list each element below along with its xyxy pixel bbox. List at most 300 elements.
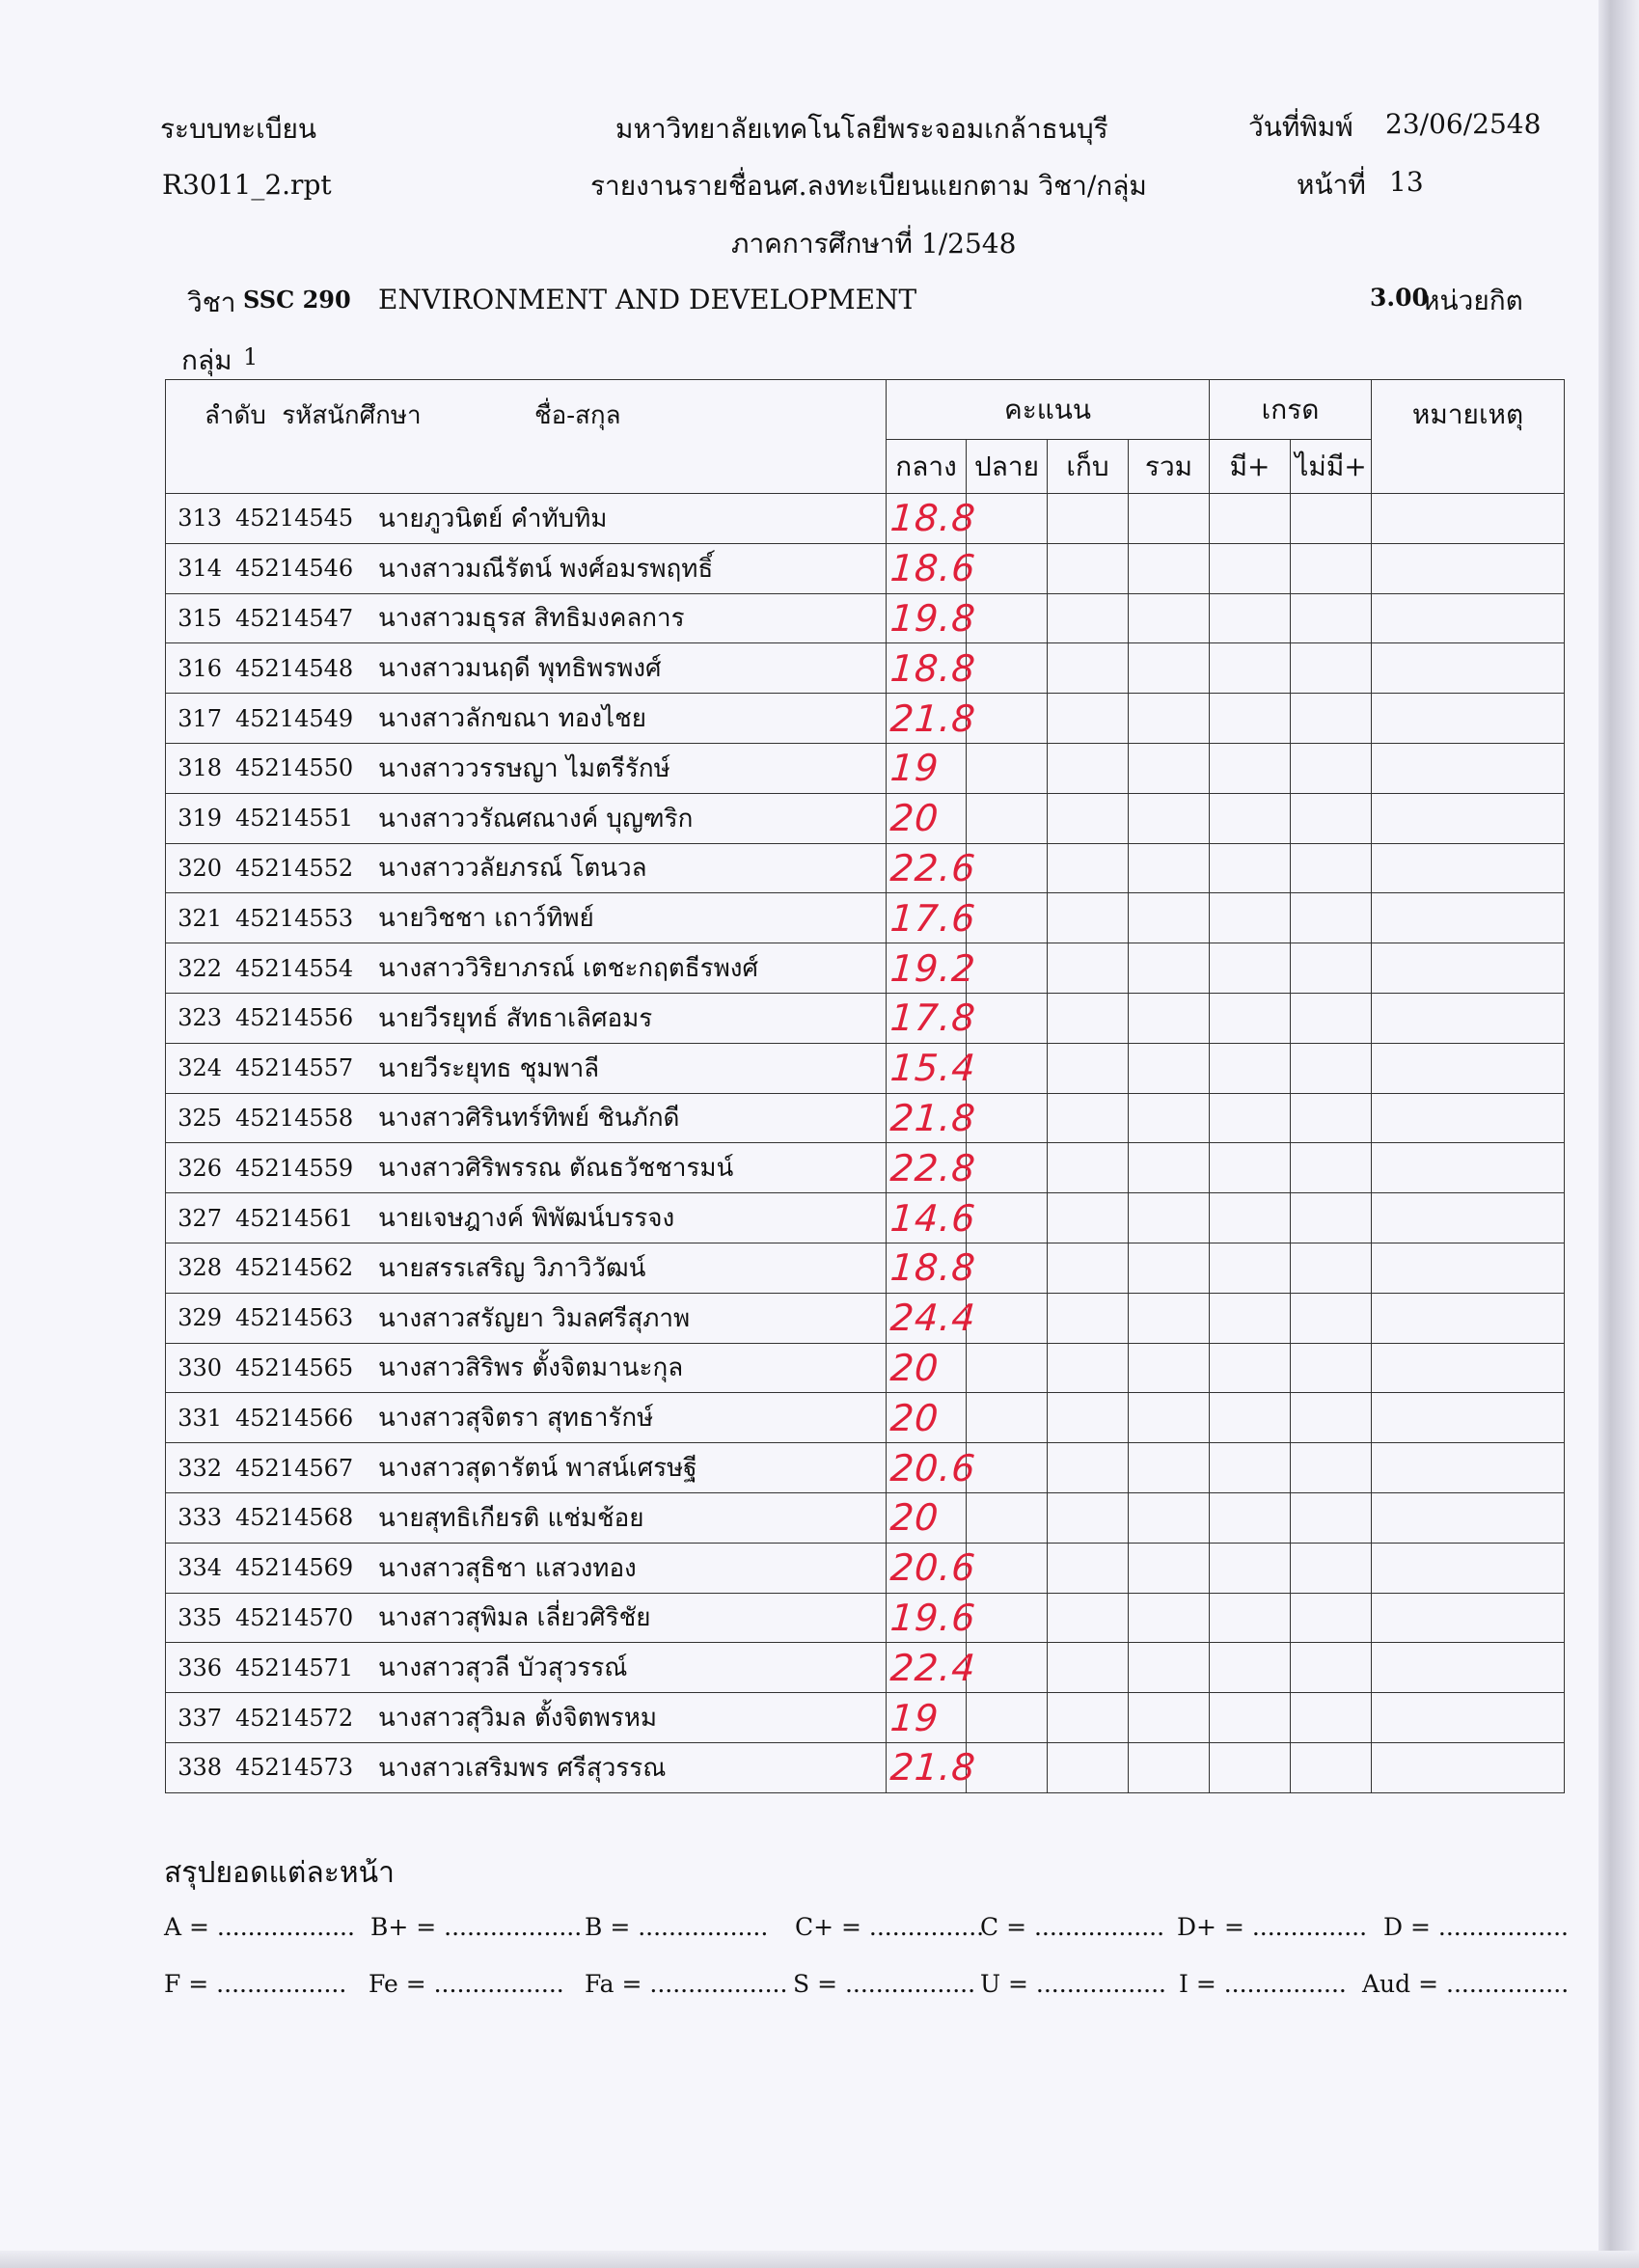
course-code: SSC 290	[243, 286, 351, 314]
row-student-id: 45214553	[235, 904, 354, 932]
grade-plus-cell[interactable]	[1210, 1443, 1291, 1493]
grade-noplus-cell[interactable]	[1291, 543, 1372, 593]
row-student-name: นางสาวมณีรัตน์ พงศ์อมรพฤทธิ์	[378, 554, 714, 584]
score-total-cell[interactable]	[1129, 1393, 1210, 1443]
score-collect-cell[interactable]	[1048, 593, 1129, 643]
student-cell	[166, 893, 887, 943]
row-student-name: นางสาววรรษญา ไมตรีรักษ์	[378, 753, 670, 783]
row-seq: 327	[178, 1204, 222, 1232]
summary-grade-field[interactable]: A = ..................	[164, 1913, 355, 1941]
score-final-cell[interactable]	[967, 993, 1048, 1043]
score-collect-cell[interactable]	[1048, 1643, 1129, 1693]
score-header: คะแนน	[887, 380, 1210, 440]
score-mid-cell[interactable]	[887, 593, 978, 643]
score-total-cell[interactable]	[1129, 1693, 1210, 1743]
score-collect-cell[interactable]	[1048, 1243, 1129, 1293]
row-student-id: 45214566	[235, 1404, 354, 1432]
note-cell[interactable]	[1372, 1343, 1565, 1393]
score-mid-header: กลาง	[887, 440, 967, 494]
score-final-cell[interactable]	[967, 1143, 1048, 1193]
grade-noplus-cell[interactable]	[1291, 1343, 1372, 1393]
score-final-cell[interactable]	[967, 643, 1048, 694]
table-row	[166, 1443, 1565, 1493]
grade-plus-cell[interactable]	[1210, 1693, 1291, 1743]
score-final-cell[interactable]	[967, 743, 1048, 793]
score-collect-cell[interactable]	[1048, 943, 1129, 994]
score-final-cell[interactable]	[967, 1243, 1048, 1293]
student-cell	[166, 1443, 887, 1493]
note-cell[interactable]	[1372, 1393, 1565, 1443]
row-student-name: นายสรรเสริญ วิภาวิวัฒน์	[378, 1253, 646, 1283]
grade-plus-cell[interactable]	[1210, 1593, 1291, 1643]
row-student-name: นายวีระยุทธ ชุมพาลี	[378, 1053, 600, 1083]
row-student-id: 45214559	[235, 1154, 354, 1182]
score-final-cell[interactable]	[967, 1293, 1048, 1343]
grade-plus-cell[interactable]	[1210, 1093, 1291, 1143]
system-label: ระบบทะเบียน	[160, 113, 317, 145]
handwritten-mid-score: 20	[888, 1496, 941, 1540]
row-student-name: นางสาวสุวลี บัวสุวรรณ์	[378, 1653, 628, 1683]
handwritten-mid-score: 21.8	[888, 1746, 978, 1790]
note-cell[interactable]	[1372, 1243, 1565, 1293]
note-cell[interactable]	[1372, 1043, 1565, 1093]
handwritten-mid-score: 17.6	[888, 896, 978, 940]
score-mid-cell[interactable]	[887, 1393, 967, 1443]
handwritten-mid-score: 18.8	[888, 646, 978, 690]
summary-grade-field[interactable]: I = ................	[1179, 1970, 1347, 1998]
note-cell[interactable]	[1372, 643, 1565, 694]
grade-plus-cell[interactable]	[1210, 494, 1291, 544]
score-mid-cell[interactable]	[887, 1693, 967, 1743]
note-cell[interactable]	[1372, 893, 1565, 943]
note-cell[interactable]	[1372, 1443, 1565, 1493]
grade-plus-cell[interactable]	[1210, 993, 1291, 1043]
score-final-cell[interactable]	[967, 893, 1048, 943]
score-mid-cell[interactable]	[887, 494, 978, 544]
student-cell	[166, 694, 887, 744]
score-collect-cell[interactable]	[1048, 494, 1129, 544]
score-final-cell[interactable]	[967, 1343, 1048, 1393]
row-seq: 332	[178, 1454, 222, 1482]
score-collect-cell[interactable]	[1048, 1043, 1129, 1093]
grade-plus-cell[interactable]	[1210, 1193, 1291, 1243]
row-student-id: 45214556	[235, 1004, 354, 1032]
score-total-cell[interactable]	[1129, 1243, 1210, 1293]
score-collect-cell[interactable]	[1048, 1293, 1129, 1343]
score-mid-cell[interactable]	[887, 1593, 978, 1643]
table-row	[166, 593, 1565, 643]
grade-noplus-cell[interactable]	[1291, 643, 1372, 694]
score-collect-cell[interactable]	[1048, 793, 1129, 843]
score-total-cell[interactable]	[1129, 1593, 1210, 1643]
score-final-cell[interactable]	[967, 843, 1048, 893]
score-total-cell[interactable]	[1129, 993, 1210, 1043]
score-mid-cell[interactable]	[887, 1293, 978, 1343]
row-student-name: นายวิชชา เถาว์ทิพย์	[378, 904, 594, 934]
score-total-cell[interactable]	[1129, 893, 1210, 943]
row-student-id: 45214561	[235, 1204, 354, 1232]
summary-title: สรุปยอดแต่ละหน้า	[164, 1856, 395, 1890]
score-final-cell[interactable]	[967, 593, 1048, 643]
student-cell	[166, 743, 887, 793]
score-final-cell[interactable]	[967, 1492, 1048, 1543]
note-cell[interactable]	[1372, 694, 1565, 744]
report-title: รายงานรายชื่อนศ.ลงทะเบียนแยกตาม วิชา/กลุ่ม	[590, 170, 1147, 202]
grade-noplus-cell[interactable]	[1291, 1543, 1372, 1593]
score-mid-cell[interactable]	[887, 1193, 978, 1243]
grade-noplus-cell[interactable]	[1291, 494, 1372, 544]
table-row	[166, 843, 1565, 893]
score-final-cell[interactable]	[967, 793, 1048, 843]
student-cell	[166, 1742, 887, 1792]
note-cell[interactable]	[1372, 1492, 1565, 1543]
score-collect-cell[interactable]	[1048, 1492, 1129, 1543]
score-collect-cell[interactable]	[1048, 1343, 1129, 1393]
group-number: 1	[243, 343, 259, 370]
student-cell	[166, 993, 887, 1043]
score-total-cell[interactable]	[1129, 593, 1210, 643]
row-student-id: 45214567	[235, 1454, 354, 1482]
row-seq: 313	[178, 505, 222, 533]
row-student-name: นางสาวลักขณา ทองไชย	[378, 704, 646, 734]
row-student-name: นางสาวมธุรส สิทธิมงคลการ	[378, 604, 685, 634]
grade-plus-cell[interactable]	[1210, 1543, 1291, 1593]
score-total-cell[interactable]	[1129, 943, 1210, 994]
handwritten-mid-score: 18.8	[888, 1246, 978, 1290]
score-collect-header: เก็บ	[1048, 440, 1129, 494]
score-final-cell[interactable]	[967, 694, 1048, 744]
score-final-cell[interactable]	[967, 1693, 1048, 1743]
summary-grade-field[interactable]: Aud = ................	[1362, 1970, 1570, 1998]
grade-noplus-cell[interactable]	[1291, 1243, 1372, 1293]
grade-plus-cell[interactable]	[1210, 1293, 1291, 1343]
grade-noplus-cell[interactable]	[1291, 694, 1372, 744]
table-row	[166, 943, 1565, 994]
grade-plus-cell[interactable]	[1210, 593, 1291, 643]
note-cell[interactable]	[1372, 1193, 1565, 1243]
student-cell	[166, 1543, 887, 1593]
score-total-cell[interactable]	[1129, 1643, 1210, 1693]
row-seq: 317	[178, 704, 222, 732]
table-row	[166, 1742, 1565, 1792]
grade-noplus-cell[interactable]	[1291, 1693, 1372, 1743]
score-collect-cell[interactable]	[1048, 543, 1129, 593]
grade-plus-cell[interactable]	[1210, 1643, 1291, 1693]
table-row	[166, 1243, 1565, 1293]
score-mid-cell[interactable]	[887, 943, 978, 994]
note-cell[interactable]	[1372, 1593, 1565, 1643]
score-final-cell[interactable]	[967, 1543, 1048, 1593]
grade-noplus-cell[interactable]	[1291, 1043, 1372, 1093]
score-final-cell[interactable]	[967, 1593, 1048, 1643]
handwritten-mid-score: 20	[888, 1346, 941, 1389]
grade-noplus-cell[interactable]	[1291, 1492, 1372, 1543]
score-collect-cell[interactable]	[1048, 1093, 1129, 1143]
grade-plus-cell[interactable]	[1210, 543, 1291, 593]
handwritten-mid-score: 18.8	[888, 497, 978, 540]
row-seq: 334	[178, 1554, 222, 1582]
score-mid-cell[interactable]	[887, 993, 978, 1043]
score-total-cell[interactable]	[1129, 1293, 1210, 1343]
score-total-cell[interactable]	[1129, 793, 1210, 843]
row-student-name: นางสาวสุพิมล เลี่ยวศิริชัย	[378, 1603, 651, 1633]
row-student-id: 45214548	[235, 654, 354, 682]
score-total-cell[interactable]	[1129, 1043, 1210, 1093]
grade-noplus-cell[interactable]	[1291, 1193, 1372, 1243]
score-total-cell[interactable]	[1129, 1093, 1210, 1143]
student-cell	[166, 1193, 887, 1243]
score-mid-cell[interactable]	[887, 1243, 978, 1293]
note-cell[interactable]	[1372, 993, 1565, 1043]
summary-grade-field[interactable]: D+ = ...............	[1177, 1913, 1368, 1941]
score-final-cell[interactable]	[967, 543, 1048, 593]
row-seq: 325	[178, 1104, 222, 1132]
score-final-cell[interactable]	[967, 943, 1048, 994]
paper-edge-bottom	[0, 2251, 1639, 2268]
student-cell	[166, 643, 887, 694]
score-mid-cell[interactable]	[887, 1742, 978, 1792]
row-student-id: 45214549	[235, 704, 354, 732]
note-cell[interactable]	[1372, 593, 1565, 643]
score-mid-cell[interactable]	[887, 1143, 978, 1193]
score-mid-cell[interactable]	[887, 1543, 978, 1593]
grade-noplus-cell[interactable]	[1291, 1742, 1372, 1792]
grade-noplus-cell[interactable]	[1291, 993, 1372, 1043]
summary-grade-field[interactable]: B+ = ..................	[370, 1913, 583, 1941]
row-seq: 333	[178, 1504, 222, 1532]
score-total-cell[interactable]	[1129, 1742, 1210, 1792]
row-student-name: นางสาวสิริพร ตั้งจิตมานะกุล	[378, 1353, 684, 1383]
grade-noplus-cell[interactable]	[1291, 1643, 1372, 1693]
summary-grade-field[interactable]: C = .................	[980, 1913, 1165, 1941]
grade-plus-cell[interactable]	[1210, 1492, 1291, 1543]
grade-plus-cell[interactable]	[1210, 1143, 1291, 1193]
note-cell[interactable]	[1372, 843, 1565, 893]
score-mid-cell[interactable]	[887, 843, 978, 893]
score-collect-cell[interactable]	[1048, 993, 1129, 1043]
row-seq: 316	[178, 654, 222, 682]
row-seq: 314	[178, 555, 222, 583]
row-seq: 329	[178, 1304, 222, 1332]
note-cell[interactable]	[1372, 1693, 1565, 1743]
score-collect-cell[interactable]	[1048, 643, 1129, 694]
score-total-cell[interactable]	[1129, 1492, 1210, 1543]
score-mid-cell[interactable]	[887, 1343, 967, 1393]
score-total-cell[interactable]	[1129, 1143, 1210, 1193]
grade-noplus-cell[interactable]	[1291, 593, 1372, 643]
handwritten-mid-score: 17.8	[888, 997, 978, 1040]
grade-plus-cell[interactable]	[1210, 893, 1291, 943]
grade-plus-cell[interactable]	[1210, 1742, 1291, 1792]
grade-noplus-cell[interactable]	[1291, 1093, 1372, 1143]
row-student-name: นายภูวนิตย์ คำทับทิม	[378, 504, 608, 533]
grade-noplus-cell[interactable]	[1291, 1393, 1372, 1443]
note-cell[interactable]	[1372, 1093, 1565, 1143]
paper-edge-right	[1598, 0, 1639, 2268]
score-collect-cell[interactable]	[1048, 1742, 1129, 1792]
page-number: 13	[1389, 166, 1424, 198]
grade-plus-cell[interactable]	[1210, 743, 1291, 793]
handwritten-mid-score: 20	[888, 797, 941, 840]
score-mid-cell[interactable]	[887, 1043, 978, 1093]
score-total-cell[interactable]	[1129, 1343, 1210, 1393]
row-seq: 337	[178, 1704, 222, 1732]
note-cell[interactable]	[1372, 743, 1565, 793]
grade-noplus-cell[interactable]	[1291, 843, 1372, 893]
score-final-cell[interactable]	[967, 1643, 1048, 1693]
score-collect-cell[interactable]	[1048, 1193, 1129, 1243]
score-collect-cell[interactable]	[1048, 1693, 1129, 1743]
summary-grade-field[interactable]: C+ = ...............	[795, 1913, 985, 1941]
score-mid-cell[interactable]	[887, 1093, 978, 1143]
score-total-cell[interactable]	[1129, 1443, 1210, 1493]
note-cell[interactable]	[1372, 1293, 1565, 1343]
score-mid-cell[interactable]	[887, 893, 978, 943]
grade-noplus-cell[interactable]	[1291, 793, 1372, 843]
student-cell	[166, 943, 887, 994]
score-total-cell[interactable]	[1129, 543, 1210, 593]
score-total-cell[interactable]	[1129, 743, 1210, 793]
grade-plus-cell[interactable]	[1210, 694, 1291, 744]
row-seq: 331	[178, 1404, 222, 1432]
handwritten-mid-score: 20	[888, 1396, 941, 1439]
score-collect-cell[interactable]	[1048, 893, 1129, 943]
score-total-cell[interactable]	[1129, 843, 1210, 893]
row-student-id: 45214547	[235, 604, 354, 632]
grade-noplus-cell[interactable]	[1291, 1293, 1372, 1343]
grade-plus-cell[interactable]	[1210, 793, 1291, 843]
handwritten-mid-score: 19	[888, 1696, 941, 1739]
note-cell[interactable]	[1372, 1543, 1565, 1593]
handwritten-mid-score: 21.8	[888, 1096, 978, 1139]
grade-plus-cell[interactable]	[1210, 1243, 1291, 1293]
table-row	[166, 1693, 1565, 1743]
score-mid-cell[interactable]	[887, 543, 978, 593]
grade-plus-cell[interactable]	[1210, 843, 1291, 893]
score-mid-cell[interactable]	[887, 1492, 967, 1543]
score-collect-cell[interactable]	[1048, 843, 1129, 893]
score-mid-cell[interactable]	[887, 694, 978, 744]
row-student-id: 45214568	[235, 1504, 354, 1532]
row-seq: 324	[178, 1054, 222, 1082]
summary-grade-field[interactable]: F = .................	[164, 1970, 347, 1998]
summary-grade-field[interactable]: S = .................	[793, 1970, 976, 1998]
table-row	[166, 1293, 1565, 1343]
row-student-id: 45214546	[235, 555, 354, 583]
score-mid-cell[interactable]	[887, 793, 967, 843]
grade-plus-cell[interactable]	[1210, 1343, 1291, 1393]
score-final-cell[interactable]	[967, 1093, 1048, 1143]
grade-noplus-cell[interactable]	[1291, 743, 1372, 793]
grade-noplus-cell[interactable]	[1291, 943, 1372, 994]
page-label: หน้าที่	[1297, 169, 1366, 201]
table-row	[166, 1043, 1565, 1093]
score-collect-cell[interactable]	[1048, 694, 1129, 744]
handwritten-mid-score: 19	[888, 747, 941, 790]
university-name: มหาวิทยาลัยเทคโนโลยีพระจอมเกล้าธนบุรี	[615, 113, 1108, 145]
row-seq: 315	[178, 604, 222, 632]
handwritten-mid-score: 22.6	[888, 846, 978, 889]
summary-grade-field[interactable]: B = .................	[585, 1913, 769, 1941]
row-seq: 335	[178, 1603, 222, 1631]
summary-grade-field[interactable]: U = .................	[980, 1970, 1167, 1998]
handwritten-mid-score: 19.8	[888, 596, 978, 640]
score-collect-cell[interactable]	[1048, 743, 1129, 793]
row-seq: 326	[178, 1154, 222, 1182]
print-date-label: วันที่พิมพ์	[1248, 111, 1353, 143]
student-cell	[166, 1492, 887, 1543]
grade-plus-cell[interactable]	[1210, 943, 1291, 994]
grade-plus-cell[interactable]	[1210, 1043, 1291, 1093]
row-seq: 328	[178, 1254, 222, 1282]
note-cell[interactable]	[1372, 1742, 1565, 1792]
grade-noplus-cell[interactable]	[1291, 893, 1372, 943]
grade-noplus-cell[interactable]	[1291, 1443, 1372, 1493]
score-final-cell[interactable]	[967, 1443, 1048, 1493]
note-cell[interactable]	[1372, 943, 1565, 994]
score-final-cell[interactable]	[967, 1742, 1048, 1792]
grade-plus-cell[interactable]	[1210, 643, 1291, 694]
note-cell[interactable]	[1372, 1143, 1565, 1193]
score-mid-cell[interactable]	[887, 643, 978, 694]
score-total-header: รวม	[1129, 440, 1210, 494]
score-total-cell[interactable]	[1129, 694, 1210, 744]
score-mid-cell[interactable]	[887, 743, 967, 793]
handwritten-mid-score: 14.6	[888, 1196, 978, 1240]
grade-plus-cell[interactable]	[1210, 1393, 1291, 1443]
note-cell[interactable]	[1372, 793, 1565, 843]
row-student-id: 45214573	[235, 1754, 354, 1782]
row-seq: 330	[178, 1353, 222, 1381]
score-collect-cell[interactable]	[1048, 1143, 1129, 1193]
score-mid-cell[interactable]	[887, 1643, 978, 1693]
score-final-header: ปลาย	[967, 440, 1048, 494]
score-total-cell[interactable]	[1129, 1193, 1210, 1243]
grade-noplus-cell[interactable]	[1291, 1593, 1372, 1643]
student-cell	[166, 1043, 887, 1093]
table-row	[166, 1543, 1565, 1593]
row-student-id: 45214554	[235, 954, 354, 982]
student-cell	[166, 1693, 887, 1743]
score-mid-cell[interactable]	[887, 1443, 978, 1493]
score-collect-cell[interactable]	[1048, 1393, 1129, 1443]
grade-header: เกรด	[1210, 380, 1372, 440]
score-collect-cell[interactable]	[1048, 1593, 1129, 1643]
score-total-cell[interactable]	[1129, 1543, 1210, 1593]
grade-noplus-cell[interactable]	[1291, 1143, 1372, 1193]
score-total-cell[interactable]	[1129, 643, 1210, 694]
score-final-cell[interactable]	[967, 1393, 1048, 1443]
table-row	[166, 494, 1565, 544]
row-student-name: นางสาวสุจิตรา สุทธารักษ์	[378, 1404, 654, 1434]
note-cell[interactable]	[1372, 1643, 1565, 1693]
score-final-cell[interactable]	[967, 1193, 1048, 1243]
table-row	[166, 1193, 1565, 1243]
summary-grade-field[interactable]: Fa = ..................	[585, 1970, 788, 1998]
score-total-cell[interactable]	[1129, 494, 1210, 544]
score-final-cell[interactable]	[967, 494, 1048, 544]
note-cell[interactable]	[1372, 543, 1565, 593]
score-final-cell[interactable]	[967, 1043, 1048, 1093]
summary-grade-field[interactable]: D = .................	[1383, 1913, 1569, 1941]
score-collect-cell[interactable]	[1048, 1443, 1129, 1493]
handwritten-mid-score: 21.8	[888, 697, 978, 740]
score-collect-cell[interactable]	[1048, 1543, 1129, 1593]
row-seq: 322	[178, 954, 222, 982]
summary-grade-field[interactable]: Fe = .................	[369, 1970, 564, 1998]
note-cell[interactable]	[1372, 494, 1565, 544]
row-student-id: 45214562	[235, 1254, 354, 1282]
